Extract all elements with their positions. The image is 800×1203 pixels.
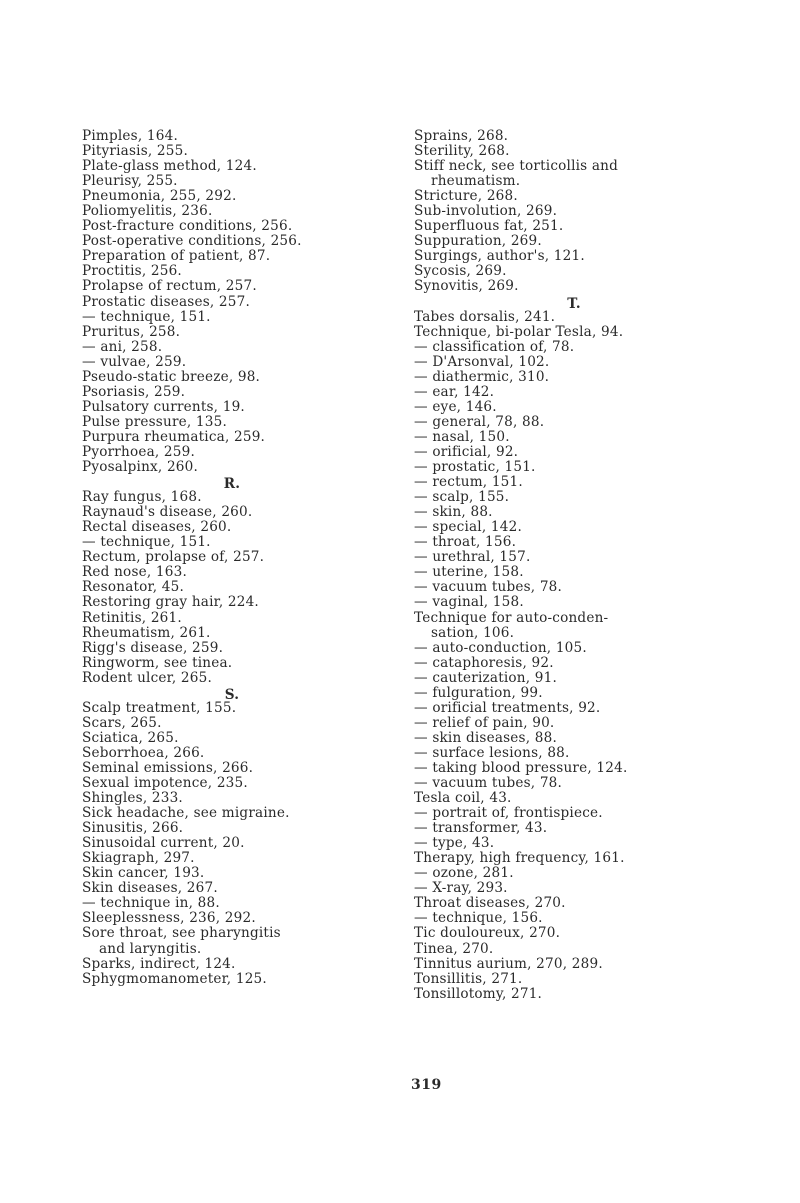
index-entry: — scalp, 155.: [414, 489, 510, 506]
index-section-letter: T.: [567, 295, 581, 312]
index-entry: — vulvae, 259.: [82, 353, 187, 370]
index-entry: Tonsillitis, 271.: [414, 970, 523, 987]
index-entry: Sinusoidal current, 20.: [82, 835, 245, 852]
index-entry: — orificial treatments, 92.: [414, 699, 601, 716]
index-entry: Poliomyelitis, 236.: [82, 203, 213, 220]
index-entry: Sterility, 268.: [414, 143, 510, 160]
index-entry: — cauterization, 91.: [414, 669, 558, 686]
index-entry: — vaginal, 158.: [414, 594, 524, 611]
index-entry: and laryngitis.: [99, 940, 202, 957]
index-entry: rheumatism.: [431, 173, 521, 190]
index-entry: — relief of pain, 90.: [414, 714, 555, 731]
index-entry: Therapy, high frequency, 161.: [414, 850, 625, 867]
index-entry: Synovitis, 269.: [414, 278, 519, 295]
index-entry: Superfluous fat, 251.: [414, 218, 564, 235]
index-entry: Sick headache, see migraine.: [82, 805, 290, 822]
index-entry: Pyosalpinx, 260.: [82, 459, 199, 476]
index-entry: Sleeplessness, 236, 292.: [82, 910, 256, 927]
index-entry: — classification of, 78.: [414, 338, 575, 355]
index-entry: Tonsillotomy, 271.: [414, 985, 543, 1002]
index-entry: — taking blood pressure, 124.: [414, 759, 628, 776]
index-entry: Sprains, 268.: [414, 128, 509, 144]
index-entry: Pimples, 164.: [82, 128, 178, 144]
index-entry: — nasal, 150.: [414, 428, 510, 445]
index-entry: Sparks, indirect, 124.: [82, 955, 236, 972]
index-entry: Psoriasis, 259.: [82, 383, 186, 400]
index-section-letter: R.: [223, 476, 241, 493]
index-entry: Throat diseases, 270.: [414, 895, 566, 912]
index-entry: — X-ray, 293.: [414, 880, 508, 897]
index-entry: Skin cancer, 193.: [82, 865, 205, 882]
index-entry: Rodent ulcer, 265.: [82, 669, 212, 686]
page-number: 319: [411, 1077, 442, 1093]
index-entry: — skin diseases, 88.: [414, 729, 557, 746]
index-entry: Restoring gray hair, 224.: [82, 594, 259, 611]
index-entry: Raynaud's disease, 260.: [82, 504, 253, 521]
index-entry: — transformer, 43.: [414, 820, 548, 837]
index-entry: — D'Arsonval, 102.: [414, 353, 550, 370]
index-entry: Technique for auto-conden-: [414, 609, 609, 626]
index-entry: Rheumatism, 261.: [82, 624, 211, 641]
index-entry: Tic douloureux, 270.: [414, 925, 561, 942]
index-entry: — prostatic, 151.: [414, 459, 536, 476]
index-entry: Prostatic diseases, 257.: [82, 293, 250, 310]
index-entry: Skin diseases, 267.: [82, 880, 218, 897]
index-entry: Post-operative conditions, 256.: [82, 233, 302, 250]
index-entry: Resonator, 45.: [82, 579, 185, 596]
index-entry: Pleurisy, 255.: [82, 173, 178, 190]
index-entry: Surgings, author's, 121.: [414, 248, 585, 265]
index-column-right: [414, 129, 734, 1002]
index-entry: — skin, 88.: [414, 504, 493, 521]
index-entry: Ringworm, see tinea.: [82, 654, 233, 671]
index-entry: Rectum, prolapse of, 257.: [82, 549, 265, 566]
index-entry: Technique, bi-polar Tesla, 94.: [414, 323, 624, 340]
index-entry: Proctitis, 256.: [82, 263, 182, 280]
index-entry: — vacuum tubes, 78.: [414, 579, 563, 596]
index-entry: Pityriasis, 255.: [82, 143, 188, 160]
index-entry: — uterine, 158.: [414, 564, 524, 581]
index-entry: — orificial, 92.: [414, 443, 519, 460]
index-entry: Seborrhoea, 266.: [82, 744, 205, 761]
index-entry: — diathermic, 310.: [414, 368, 550, 385]
index-entry: Shingles, 233.: [82, 790, 183, 807]
index-entry: — portrait of, frontispiece.: [414, 805, 603, 822]
index-entry: Sycosis, 269.: [414, 263, 507, 280]
index-entry: Sinusitis, 266.: [82, 820, 184, 837]
index-entry: Sphygmomanometer, 125.: [82, 970, 267, 987]
index-entry: — urethral, 157.: [414, 549, 531, 566]
index-entry: — fulguration, 99.: [414, 684, 543, 701]
index-entry: Stricture, 268.: [414, 188, 518, 205]
index-entry: Seminal emissions, 266.: [82, 759, 254, 776]
index-entry: Ray fungus, 168.: [82, 489, 202, 506]
index-entry: — technique, 151.: [82, 534, 211, 551]
index-entry: — ani, 258.: [82, 338, 163, 355]
index-entry: Pruritus, 258.: [82, 323, 181, 340]
index-entry: Rectal diseases, 260.: [82, 519, 232, 536]
index-entry: Rigg's disease, 259.: [82, 639, 224, 656]
index-entry: Stiff neck, see torticollis and: [414, 158, 619, 175]
index-entry: Pulsatory currents, 19.: [82, 398, 245, 415]
index-entry: Pneumonia, 255, 292.: [82, 188, 237, 205]
index-entry: — surface lesions, 88.: [414, 744, 570, 761]
index-entry: — throat, 156.: [414, 534, 517, 551]
index-entry: — special, 142.: [414, 519, 522, 536]
index-entry: — vacuum tubes, 78.: [414, 775, 563, 792]
index-entry: — type, 43.: [414, 835, 495, 852]
index-section-letter: S.: [224, 686, 240, 703]
index-entry: Plate-glass method, 124.: [82, 158, 257, 175]
index-entry: Preparation of patient, 87.: [82, 248, 271, 265]
index-entry: Retinitis, 261.: [82, 609, 182, 626]
index-entry: Tabes dorsalis, 241.: [414, 308, 556, 325]
index-entry: Purpura rheumatica, 259.: [82, 428, 266, 445]
index-entry: Sexual impotence, 235.: [82, 775, 248, 792]
index-entry: — technique, 151.: [82, 308, 211, 325]
index-entry: — technique in, 88.: [82, 895, 220, 912]
index-entry: sation, 106.: [431, 624, 515, 641]
index-entry: Sub-involution, 269.: [414, 203, 558, 220]
index-entry: — cataphoresis, 92.: [414, 654, 554, 671]
index-entry: — ozone, 281.: [414, 865, 514, 882]
index-entry: Red nose, 163.: [82, 564, 187, 581]
index-entry: Tinea, 270.: [414, 940, 494, 957]
index-entry: Tesla coil, 43.: [414, 790, 512, 807]
index-entry: Sore throat, see pharyngitis: [82, 925, 281, 942]
index-entry: Suppuration, 269.: [414, 233, 542, 250]
index-entry: — ear, 142.: [414, 383, 495, 400]
index-entry: — rectum, 151.: [414, 474, 523, 491]
index-entry: — technique, 156.: [414, 910, 543, 927]
index-entry: Prolapse of rectum, 257.: [82, 278, 257, 295]
index-entry: Pseudo-static breeze, 98.: [82, 368, 261, 385]
index-entry: Scalp treatment, 155.: [82, 699, 237, 716]
index-column-left: [82, 129, 382, 987]
index-entry: — eye, 146.: [414, 398, 497, 415]
index-entry: Tinnitus aurium, 270, 289.: [414, 955, 603, 972]
index-entry: Post-fracture conditions, 256.: [82, 218, 293, 235]
index-entry: — general, 78, 88.: [414, 413, 545, 430]
index-entry: — auto-conduction, 105.: [414, 639, 587, 656]
index-entry: Sciatica, 265.: [82, 729, 179, 746]
index-entry: Scars, 265.: [82, 714, 162, 731]
index-entry: Skiagraph, 297.: [82, 850, 195, 867]
index-entry: Pulse pressure, 135.: [82, 413, 227, 430]
index-entry: Pyorrhoea, 259.: [82, 443, 196, 460]
